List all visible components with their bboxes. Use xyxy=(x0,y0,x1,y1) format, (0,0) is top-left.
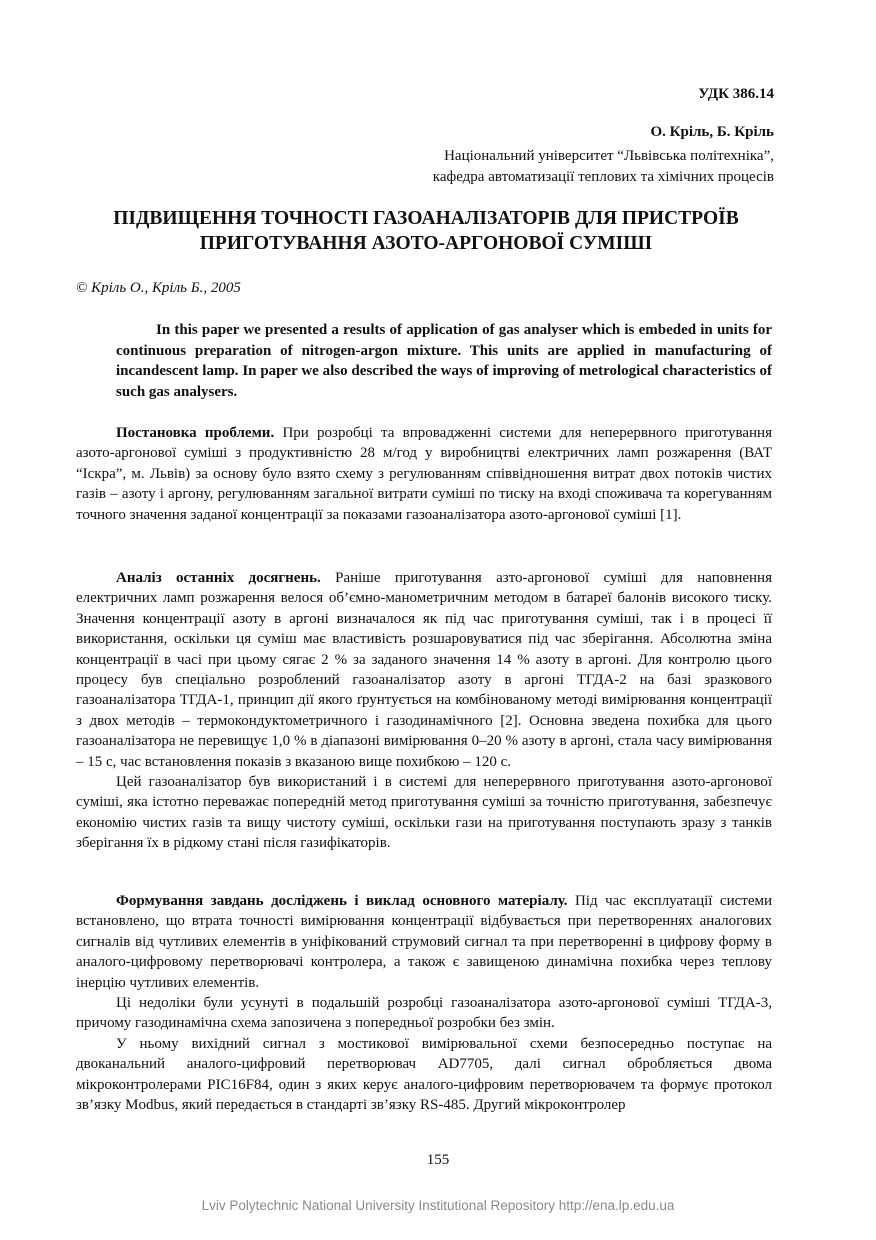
section-tasks xyxy=(76,891,772,1115)
authors: О. Кріль, Б. Кріль xyxy=(650,124,774,140)
title-line: ПРИГОТУВАННЯ АЗОТО-АРГОНОВОЇ СУМІШІ xyxy=(199,233,653,254)
affiliation-line: Національний університет “Львівська політехніка”, xyxy=(444,148,774,164)
paragraph xyxy=(76,423,772,525)
title-line: ПІДВИЩЕННЯ ТОЧНОСТІ ГАЗОАНАЛІЗАТОРІВ ДЛЯ ПРИСТРОЇВ xyxy=(113,208,739,229)
section-heading: Аналіз останніх досягнень. xyxy=(116,570,321,586)
paragraph-text: При розробці та впровадженні системи для неперервного приготування азото-аргонової суміші з продуктивністю 28 м/год у виробництві електричних ламп розжарення (ВАТ “Іскра”, м. Львів) за основу було взято схему з регулюванням співвідношення витрат двох потоків чистих газів – азоту і аргону, регулюванням загальної витрати суміші по тиску на вході споживача та корегуванням точного значення заданої концентрації за показами газоаналізатора азото-аргонової суміші [1]. xyxy=(76,425,772,523)
affiliation-line: кафедра автоматизації теплових та хімічних процесів xyxy=(432,169,774,185)
affiliation xyxy=(174,146,774,188)
paragraph: Ці недоліки були усунуті в подальшій розробці газоаналізатора азото-аргонової суміші ТГДА-3, причому газодинамічна схема запозичена з попередньої розробки без змін. xyxy=(76,995,772,1032)
section-heading: Формування завдань досліджень і виклад основного матеріалу. xyxy=(116,893,568,909)
repository-footer: Lviv Polytechnic National University Institutional Repository http://ena.lp.edu.ua xyxy=(201,1198,675,1213)
paper-title xyxy=(76,206,776,256)
paragraph: Цей газоаналізатор був використаний і в системі для неперервного приготування азото-аргонової суміші, яка істотно переважає попередній метод приготування суміші за точністю приготування, забезпечує економію чистих газів та вищу чистоту суміші, оскільки гази на приготування поступають зразу з танків зберігання їх в рідкому стані після газифікаторів. xyxy=(76,774,772,852)
paragraph xyxy=(76,891,772,993)
paragraph: У ньому вихідний сигнал з мостикової вимірювальної схеми безпосередньо поступає на двоканальний аналого-цифровий перетворювач AD7705, далі сигнал обробляється двома мікроконтролерами PIC16F84, один з яких керує аналого-цифровим перетворювачем та формує протокол зв’язку Modbus, який передається в стандарті зв’язку RS-485. Другий мікроконтролер xyxy=(76,1035,772,1114)
paragraph xyxy=(76,568,772,772)
paragraph-text: Раніше приготування азто-аргонової суміші для наповнення електричних ламп розжарення велося об’ємно-манометричним методом в батареї балонів високого тиску. Значення концентрації азоту в аргоні визначалося як під час приготування суміші, так і в процесі її використання, оскільки ця суміш має властивість розшаровуватися під час зберігання. Абсолютна зміна концентрації в часі при цьому сягає 2 % за заданого значення 14 % азоту в аргоні. Для контролю цього процесу був спеціально розроблений газоаналізатор азоту в аргоні ТГДА-2 на базі зразкового газоаналізатора ТГДА-1, принцип дії якого ґрунтується на комбінованому методі вимірювання концентрації з двох методів – термокондуктометричного і газодинамічного [2]. Основна зведена похибка для цього газоаналізатора не перевищує 1,0 % в діапазоні вимірювання 0–20 % азоту в аргоні, стала часу вимірювання – 15 с, час встановлення показів з вказаною вище похибкою – 120 с. xyxy=(76,570,772,770)
abstract: In this paper we presented a results of application of gas analyser which is embeded in units for continuous preparation of nitrogen-argon mixture. This units are applied in manufacturing of incandescent lamp. In paper we also described the ways of improving of metrological characteristics of such gas analysers. xyxy=(116,322,772,400)
paragraph-text: Під час експлуатації системи встановлено, що втрата точності вимірювання концентрації відбувається при перетвореннях аналогових сигналів від чутливих елементів в уніфікований струмовий сигнал та при перетворенні в цифрову форму в аналого-цифровому перетворювачі контролера, а також є завищеною динамічна похибка через теплову інерцію чутливих елементів. xyxy=(76,893,773,991)
page-number: 155 xyxy=(426,1152,450,1168)
section-analysis xyxy=(76,568,772,854)
section-problem xyxy=(76,423,772,525)
copyright-notice: © Кріль О., Кріль Б., 2005 xyxy=(76,280,241,296)
section-heading: Постановка проблеми. xyxy=(116,425,275,441)
udc-code: УДК 386.14 xyxy=(698,86,774,102)
